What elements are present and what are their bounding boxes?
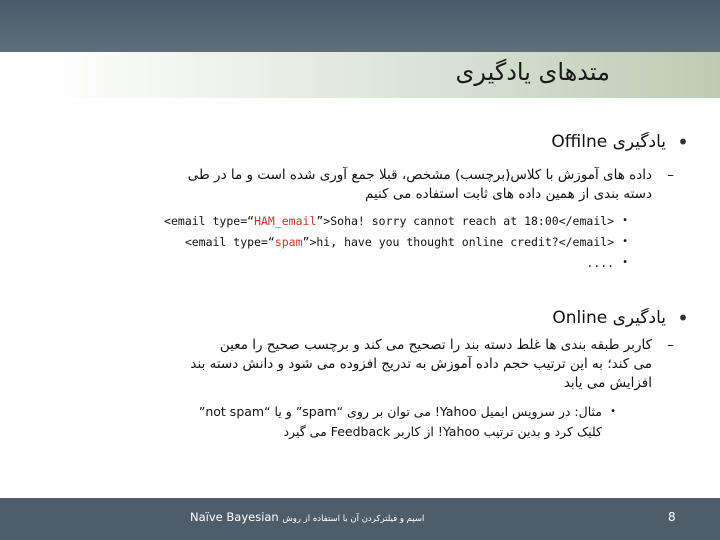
offline-desc-line-1: داده های آموزش با کلاس(برچسب) مشخص، قبلا جمع آوری شده است و ما در طی (187, 167, 652, 183)
email-example-ham: <email type=“HAM_email”>Soha! sorry cannot reach at 18:00</email> (164, 214, 615, 228)
slide-title: متدهای یادگیری (455, 58, 610, 86)
title-bar (40, 52, 720, 98)
bullet-icon: • (622, 236, 628, 247)
online-heading-row (40, 306, 690, 330)
example-row-spam (48, 233, 628, 251)
yahoo-example (42, 402, 616, 442)
ellipsis: .... (586, 256, 615, 270)
footer-caption (190, 510, 424, 524)
yahoo-example-line-1: مثال: در سرویس ایمیل Yahoo! می توان بر روی “spam” و یا “not spam” (198, 404, 602, 419)
online-desc-line-1: کاربر طبقه بندی ها غلط دسته بند را تصحیح می کند و برچسب صحیح را معین (219, 337, 652, 353)
example-row-ham (48, 212, 628, 230)
offline-description (42, 166, 672, 204)
bullet-icon: • (622, 215, 628, 226)
bullet-icon: • (610, 406, 616, 417)
online-desc-line-3: افزایش می یابد (563, 375, 652, 391)
top-band (0, 0, 720, 52)
bullet-icon: • (677, 306, 689, 330)
footer-method: Naïve Bayesian (190, 510, 279, 524)
bullet-icon: • (677, 130, 689, 154)
email-example-spam: <email type=“spam”>hi, have you thought online credit?</email> (184, 235, 615, 249)
online-heading: یادگیری Online (552, 308, 666, 328)
yahoo-example-line-2: کلیک کرد و بدین ترتیب Yahoo! از کاربر Feedback می گیرد (283, 424, 602, 439)
footer-bar (0, 498, 720, 540)
online-desc-line-2: می کند؛ به این ترتیب حجم داده آموزش به تدریج افزوده می شود و دانش دسته بند (190, 356, 652, 372)
offline-heading: یادگیری Offilne (551, 132, 666, 152)
slide-content (40, 120, 690, 490)
page-number: 8 (668, 510, 676, 524)
example-row-ellipsis (48, 254, 628, 272)
footer-subtitle: اسپم و فیلترکردن آن با استفاده از روش (282, 514, 425, 524)
bullet-icon: • (622, 257, 628, 268)
offline-desc-line-2: دسته بندی از همین داده های ثابت استفاده می کنیم (364, 186, 652, 202)
email-type-ham: HAM_email (254, 214, 317, 228)
offline-heading-row (40, 130, 690, 154)
dash-icon: – (667, 337, 674, 353)
dash-icon: – (667, 167, 674, 183)
online-description (42, 336, 672, 393)
email-type-spam: spam (274, 235, 303, 249)
